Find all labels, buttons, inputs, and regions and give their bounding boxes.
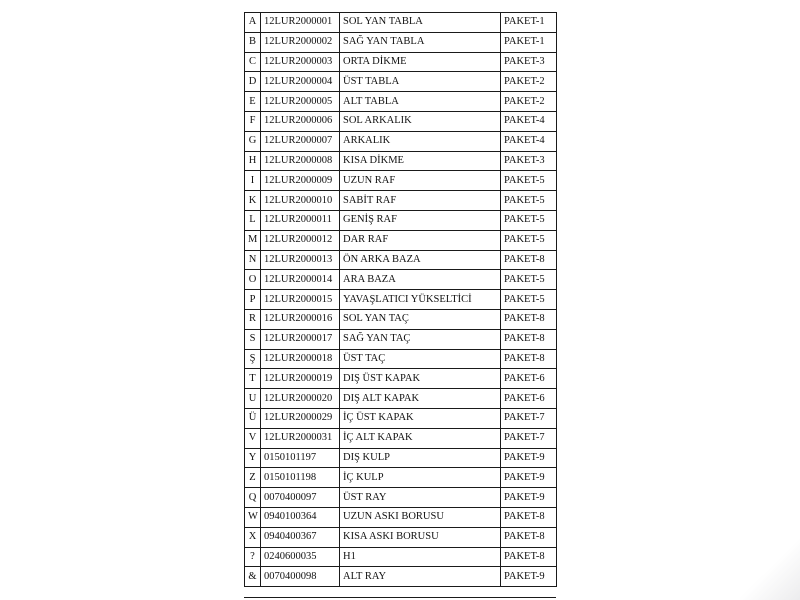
table-bottom-rule <box>244 597 556 598</box>
part-letter: P <box>245 290 261 310</box>
part-package: PAKET-5 <box>501 230 557 250</box>
part-code: 12LUR2000011 <box>261 210 340 230</box>
part-package: PAKET-4 <box>501 111 557 131</box>
table-row <box>245 270 557 290</box>
part-package: PAKET-4 <box>501 131 557 151</box>
part-name: SAĞ YAN TAÇ <box>340 329 501 349</box>
part-code: 12LUR2000004 <box>261 72 340 92</box>
table-row <box>245 32 557 52</box>
part-letter: C <box>245 52 261 72</box>
part-code: 12LUR2000013 <box>261 250 340 270</box>
part-name: UZUN RAF <box>340 171 501 191</box>
part-code: 12LUR2000029 <box>261 408 340 428</box>
part-name: ÜST RAY <box>340 488 501 508</box>
part-letter: U <box>245 389 261 409</box>
part-code: 0070400097 <box>261 488 340 508</box>
part-code: 12LUR2000005 <box>261 92 340 112</box>
table-row <box>245 131 557 151</box>
part-package: PAKET-6 <box>501 389 557 409</box>
table-row <box>245 210 557 230</box>
table-row <box>245 230 557 250</box>
table-row <box>245 448 557 468</box>
table-row <box>245 309 557 329</box>
part-name: DAR RAF <box>340 230 501 250</box>
part-name: KISA DİKME <box>340 151 501 171</box>
part-package: PAKET-8 <box>501 250 557 270</box>
part-letter: Z <box>245 468 261 488</box>
part-code: 12LUR2000014 <box>261 270 340 290</box>
part-letter: Y <box>245 448 261 468</box>
part-letter: D <box>245 72 261 92</box>
part-code: 12LUR2000015 <box>261 290 340 310</box>
part-code: 0940400367 <box>261 527 340 547</box>
part-name: SOL ARKALIK <box>340 111 501 131</box>
part-name: H1 <box>340 547 501 567</box>
part-code: 0150101198 <box>261 468 340 488</box>
part-name: KISA ASKI BORUSU <box>340 527 501 547</box>
part-name: GENİŞ RAF <box>340 210 501 230</box>
part-letter: X <box>245 527 261 547</box>
part-name: DIŞ ÜST KAPAK <box>340 369 501 389</box>
part-letter: K <box>245 191 261 211</box>
part-package: PAKET-9 <box>501 567 557 587</box>
part-letter: B <box>245 32 261 52</box>
table-row <box>245 547 557 567</box>
part-package: PAKET-6 <box>501 369 557 389</box>
part-code: 12LUR2000012 <box>261 230 340 250</box>
table-row <box>245 408 557 428</box>
part-name: ARKALIK <box>340 131 501 151</box>
part-name: ALT RAY <box>340 567 501 587</box>
part-name: İÇ KULP <box>340 468 501 488</box>
part-name: İÇ ÜST KAPAK <box>340 408 501 428</box>
part-letter: N <box>245 250 261 270</box>
part-code: 0070400098 <box>261 567 340 587</box>
part-letter: V <box>245 428 261 448</box>
parts-list-sheet <box>244 12 556 600</box>
table-row <box>245 171 557 191</box>
table-row <box>245 488 557 508</box>
part-name: İÇ ALT KAPAK <box>340 428 501 448</box>
table-row <box>245 191 557 211</box>
part-code: 12LUR2000017 <box>261 329 340 349</box>
part-letter: Q <box>245 488 261 508</box>
part-letter: H <box>245 151 261 171</box>
part-letter: Ş <box>245 349 261 369</box>
part-package: PAKET-8 <box>501 349 557 369</box>
part-package: PAKET-7 <box>501 428 557 448</box>
part-package: PAKET-3 <box>501 151 557 171</box>
part-name: DIŞ ALT KAPAK <box>340 389 501 409</box>
table-row <box>245 507 557 527</box>
part-name: DIŞ KULP <box>340 448 501 468</box>
part-letter: G <box>245 131 261 151</box>
part-name: SOL YAN TABLA <box>340 13 501 33</box>
part-code: 12LUR2000002 <box>261 32 340 52</box>
table-row <box>245 92 557 112</box>
table-row <box>245 151 557 171</box>
table-row <box>245 369 557 389</box>
part-letter: F <box>245 111 261 131</box>
part-code: 0940100364 <box>261 507 340 527</box>
parts-table-body <box>245 13 557 587</box>
part-code: 0240600035 <box>261 547 340 567</box>
part-code: 12LUR2000010 <box>261 191 340 211</box>
part-letter: M <box>245 230 261 250</box>
part-package: PAKET-8 <box>501 309 557 329</box>
table-row <box>245 52 557 72</box>
part-letter: & <box>245 567 261 587</box>
part-package: PAKET-7 <box>501 408 557 428</box>
table-row <box>245 290 557 310</box>
part-package: PAKET-9 <box>501 468 557 488</box>
part-code: 12LUR2000006 <box>261 111 340 131</box>
table-row <box>245 567 557 587</box>
part-package: PAKET-8 <box>501 329 557 349</box>
part-package: PAKET-8 <box>501 547 557 567</box>
part-package: PAKET-9 <box>501 488 557 508</box>
part-package: PAKET-2 <box>501 92 557 112</box>
part-letter: Ü <box>245 408 261 428</box>
part-package: PAKET-1 <box>501 13 557 33</box>
part-name: UZUN ASKI BORUSU <box>340 507 501 527</box>
part-name: ÖN ARKA BAZA <box>340 250 501 270</box>
part-letter: W <box>245 507 261 527</box>
table-row <box>245 329 557 349</box>
part-name: SABİT RAF <box>340 191 501 211</box>
table-row <box>245 428 557 448</box>
part-letter: ? <box>245 547 261 567</box>
table-row <box>245 250 557 270</box>
part-name: ÜST TAÇ <box>340 349 501 369</box>
part-code: 12LUR2000020 <box>261 389 340 409</box>
part-code: 12LUR2000018 <box>261 349 340 369</box>
part-letter: L <box>245 210 261 230</box>
part-package: PAKET-1 <box>501 32 557 52</box>
part-letter: O <box>245 270 261 290</box>
part-code: 12LUR2000019 <box>261 369 340 389</box>
part-letter: S <box>245 329 261 349</box>
part-code: 0150101197 <box>261 448 340 468</box>
part-package: PAKET-3 <box>501 52 557 72</box>
part-code: 12LUR2000016 <box>261 309 340 329</box>
table-row <box>245 527 557 547</box>
part-code: 12LUR2000009 <box>261 171 340 191</box>
part-name: ÜST TABLA <box>340 72 501 92</box>
part-package: PAKET-8 <box>501 507 557 527</box>
part-letter: A <box>245 13 261 33</box>
part-letter: T <box>245 369 261 389</box>
table-row <box>245 13 557 33</box>
part-package: PAKET-5 <box>501 191 557 211</box>
part-letter: R <box>245 309 261 329</box>
part-code: 12LUR2000008 <box>261 151 340 171</box>
part-package: PAKET-2 <box>501 72 557 92</box>
part-name: ARA BAZA <box>340 270 501 290</box>
part-package: PAKET-5 <box>501 210 557 230</box>
part-letter: I <box>245 171 261 191</box>
part-name: SAĞ YAN TABLA <box>340 32 501 52</box>
part-name: SOL YAN TAÇ <box>340 309 501 329</box>
page-corner-shade <box>740 520 800 600</box>
table-row <box>245 389 557 409</box>
part-package: PAKET-5 <box>501 270 557 290</box>
part-letter: E <box>245 92 261 112</box>
part-name: YAVAŞLATICI YÜKSELTİCİ <box>340 290 501 310</box>
part-package: PAKET-9 <box>501 448 557 468</box>
part-code: 12LUR2000001 <box>261 13 340 33</box>
table-row <box>245 349 557 369</box>
part-package: PAKET-5 <box>501 171 557 191</box>
part-code: 12LUR2000031 <box>261 428 340 448</box>
part-package: PAKET-8 <box>501 527 557 547</box>
part-name: ORTA DİKME <box>340 52 501 72</box>
part-code: 12LUR2000007 <box>261 131 340 151</box>
table-row <box>245 111 557 131</box>
part-package: PAKET-5 <box>501 290 557 310</box>
part-name: ALT TABLA <box>340 92 501 112</box>
part-code: 12LUR2000003 <box>261 52 340 72</box>
table-row <box>245 468 557 488</box>
parts-table <box>244 12 557 587</box>
table-row <box>245 72 557 92</box>
